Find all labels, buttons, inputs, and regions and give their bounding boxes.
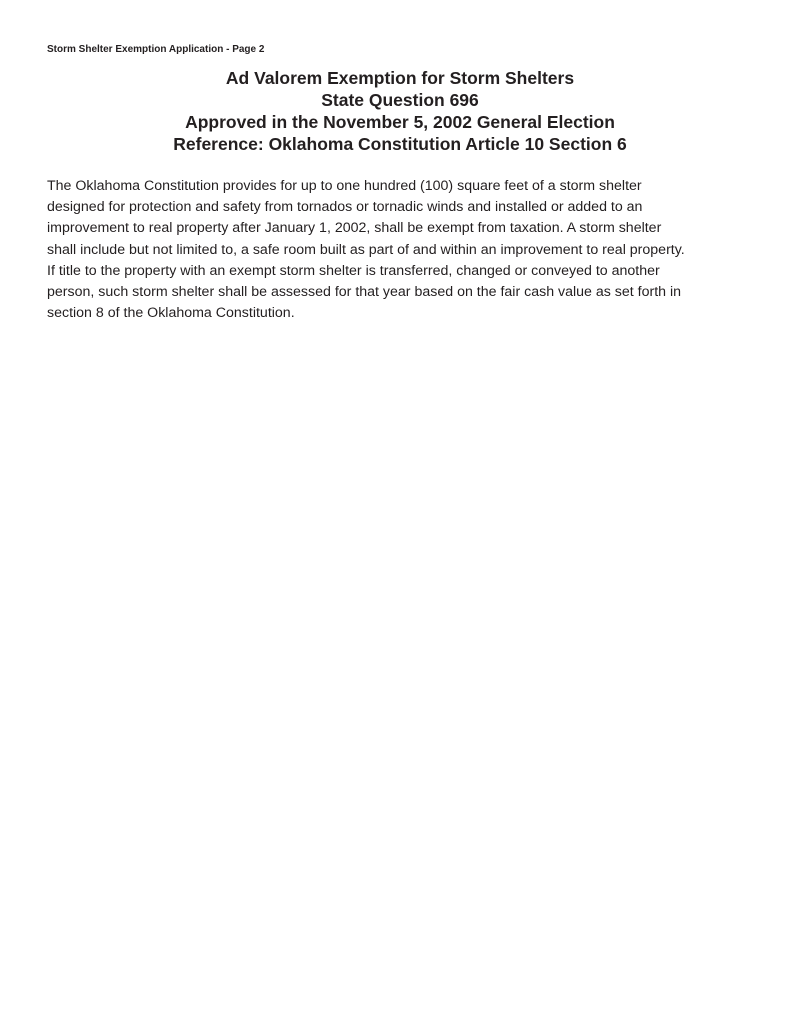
- title-line-approval: Approved in the November 5, 2002 General Election: [185, 112, 615, 132]
- paragraph-line: section 8 of the Oklahoma Constitution.: [47, 305, 295, 322]
- title-line-state-question: State Question 696: [321, 90, 479, 110]
- paragraph-line: If title to the property with an exempt storm shelter is transferred, changed or conveyed to another: [47, 262, 660, 279]
- running-header: Storm Shelter Exemption Application - Page 2: [47, 44, 265, 55]
- paragraph-line: person, such storm shelter shall be assessed for that year based on the fair cash value as set forth in: [47, 284, 682, 301]
- body-paragraph: [47, 176, 767, 324]
- title-line-main: Ad Valorem Exemption for Storm Shelters: [225, 68, 575, 88]
- title-line-reference: Reference: Oklahoma Constitution Article 10 Section 6: [173, 134, 627, 154]
- paragraph-line: The Oklahoma Constitution provides for up to one hundred (100) square feet of a storm shelter: [47, 178, 642, 194]
- paragraph-line: designed for protection and safety from tornados or tornadic winds and installed or added to an: [47, 199, 643, 216]
- document-title: [0, 67, 800, 155]
- paragraph-line: shall include but not limited to, a safe room built as part of and within an improvement to real property.: [47, 241, 685, 258]
- paragraph-line: improvement to real property after January 1, 2002, shall be exempt from taxation. A storm shelter: [47, 220, 662, 237]
